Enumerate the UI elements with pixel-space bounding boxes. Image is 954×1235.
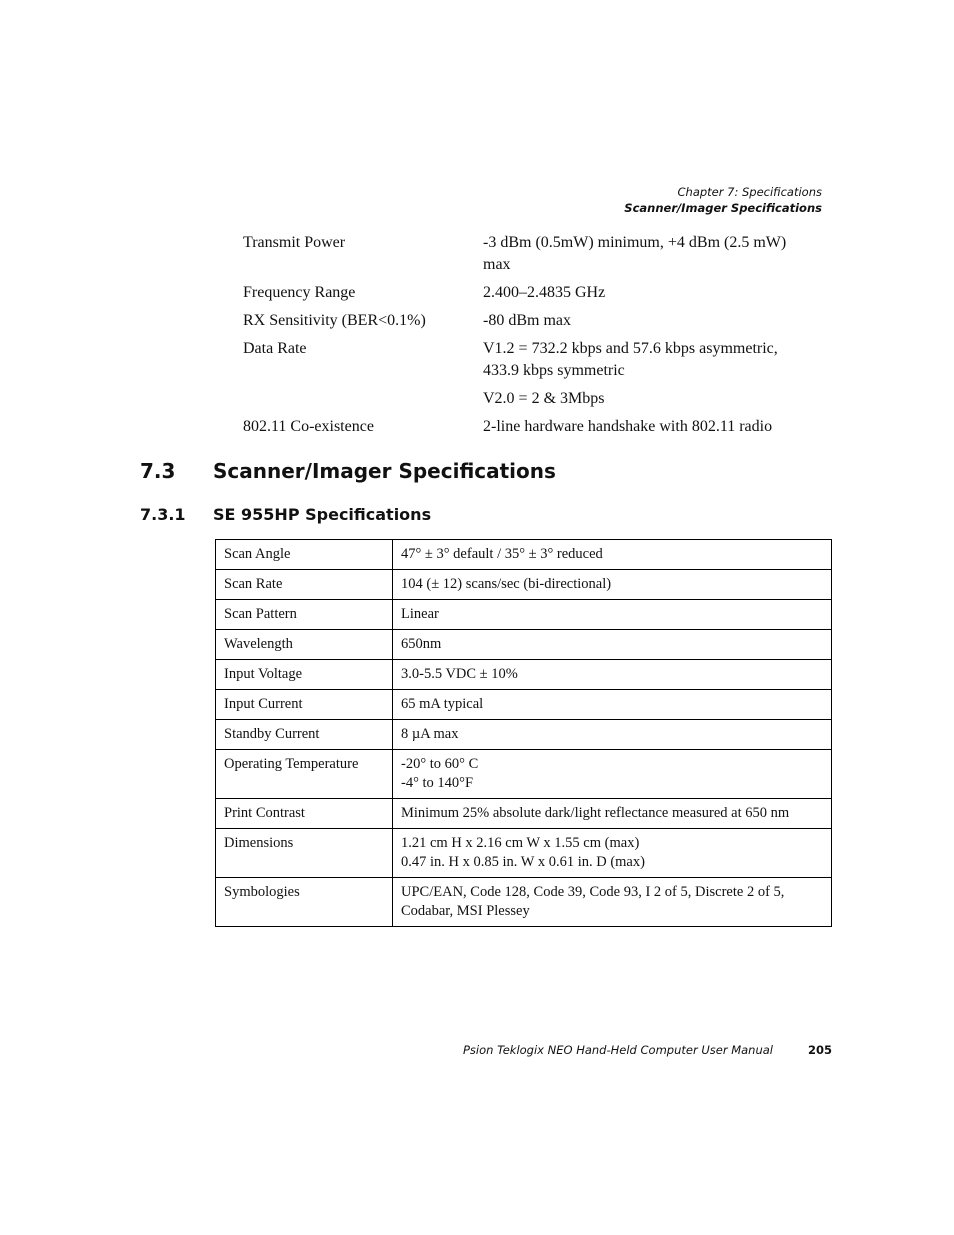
table-row <box>216 829 832 878</box>
table-cell-value <box>393 600 832 630</box>
spec-value: -80 dBm max <box>483 312 571 329</box>
table-row <box>216 660 832 690</box>
subsection-heading <box>140 505 432 524</box>
running-header-section: Scanner/Imager Specifications <box>624 201 822 215</box>
table-cell-value <box>393 878 832 927</box>
value-line: 47° ± 3° default / 35° ± 3° reduced <box>401 546 603 562</box>
section-number: 7.3 <box>140 459 176 483</box>
table-cell-label: Print Contrast <box>216 799 393 829</box>
table-cell-label: Input Voltage <box>216 660 393 690</box>
value-line: -20° to 60° C <box>401 756 479 772</box>
manual-title: Psion Teklogix NEO Hand-Held Computer User Manual <box>463 1043 773 1057</box>
value-line: 0.47 in. H x 0.85 in. W x 0.61 in. D (max) <box>401 854 645 870</box>
subsection-title: SE 955HP Specifications <box>213 505 432 524</box>
table-cell-label: Scan Angle <box>216 540 393 570</box>
spec-value: 2-line hardware handshake with 802.11 radio <box>483 418 773 435</box>
table-cell-label: Scan Rate <box>216 570 393 600</box>
table-cell-label: Input Current <box>216 690 393 720</box>
spec-value: V2.0 = 2 & 3Mbps <box>483 390 605 407</box>
table-row <box>216 720 832 750</box>
table-cell-value <box>393 829 832 878</box>
table-row <box>216 540 832 570</box>
se955hp-spec-table <box>215 539 832 927</box>
value-line: Minimum 25% absolute dark/light reflectance measured at 650 nm <box>401 805 790 821</box>
value-line: 650nm <box>401 636 442 652</box>
table-cell-value <box>393 799 832 829</box>
table-cell-value <box>393 690 832 720</box>
section-heading <box>140 459 556 483</box>
page-number: 205 <box>808 1043 833 1057</box>
subsection-number: 7.3.1 <box>140 505 186 524</box>
spec-value: 2.400–2.4835 GHz <box>483 284 606 301</box>
value-line: UPC/EAN, Code 128, Code 39, Code 93, I 2 of 5, Discrete 2 of 5, Codabar, MSI Plessey <box>401 884 785 919</box>
value-line: -4° to 140°F <box>401 775 474 791</box>
table-cell-label: Symbologies <box>216 878 393 927</box>
table-cell-value <box>393 660 832 690</box>
table-cell-value <box>393 540 832 570</box>
table-cell-value <box>393 570 832 600</box>
value-line: 3.0-5.5 VDC ± 10% <box>401 666 518 682</box>
value-line: 65 mA typical <box>401 696 484 712</box>
table-cell-label: Scan Pattern <box>216 600 393 630</box>
spec-label: Transmit Power <box>243 234 346 251</box>
spec-label: Frequency Range <box>243 284 356 301</box>
table-cell-value <box>393 630 832 660</box>
table-cell-label: Dimensions <box>216 829 393 878</box>
table-cell-label: Standby Current <box>216 720 393 750</box>
spec-value: V1.2 = 732.2 kbps and 57.6 kbps asymmetric, 433.9 kbps symmetric <box>483 340 778 379</box>
table-row <box>216 750 832 799</box>
value-line: 1.21 cm H x 2.16 cm W x 1.55 cm (max) <box>401 835 640 851</box>
table-row <box>216 600 832 630</box>
spec-label: 802.11 Co-existence <box>243 418 374 435</box>
spec-label: RX Sensitivity (BER<0.1%) <box>243 312 426 329</box>
table-cell-label: Wavelength <box>216 630 393 660</box>
table-cell-value <box>393 750 832 799</box>
value-line: 8 µA max <box>401 726 459 742</box>
section-title: Scanner/Imager Specifications <box>213 459 556 483</box>
table-row <box>216 570 832 600</box>
table-cell-label: Operating Temperature <box>216 750 393 799</box>
value-line: 104 (± 12) scans/sec (bi-directional) <box>401 576 612 592</box>
value-line: Linear <box>401 606 439 622</box>
table-row <box>216 690 832 720</box>
table-row <box>216 799 832 829</box>
spec-value: -3 dBm (0.5mW) minimum, +4 dBm (2.5 mW) max <box>483 234 787 273</box>
table-row <box>216 630 832 660</box>
running-header-chapter: Chapter 7: Specifications <box>677 185 822 199</box>
table-row <box>216 878 832 927</box>
table-cell-value <box>393 720 832 750</box>
spec-label: Data Rate <box>243 340 307 357</box>
